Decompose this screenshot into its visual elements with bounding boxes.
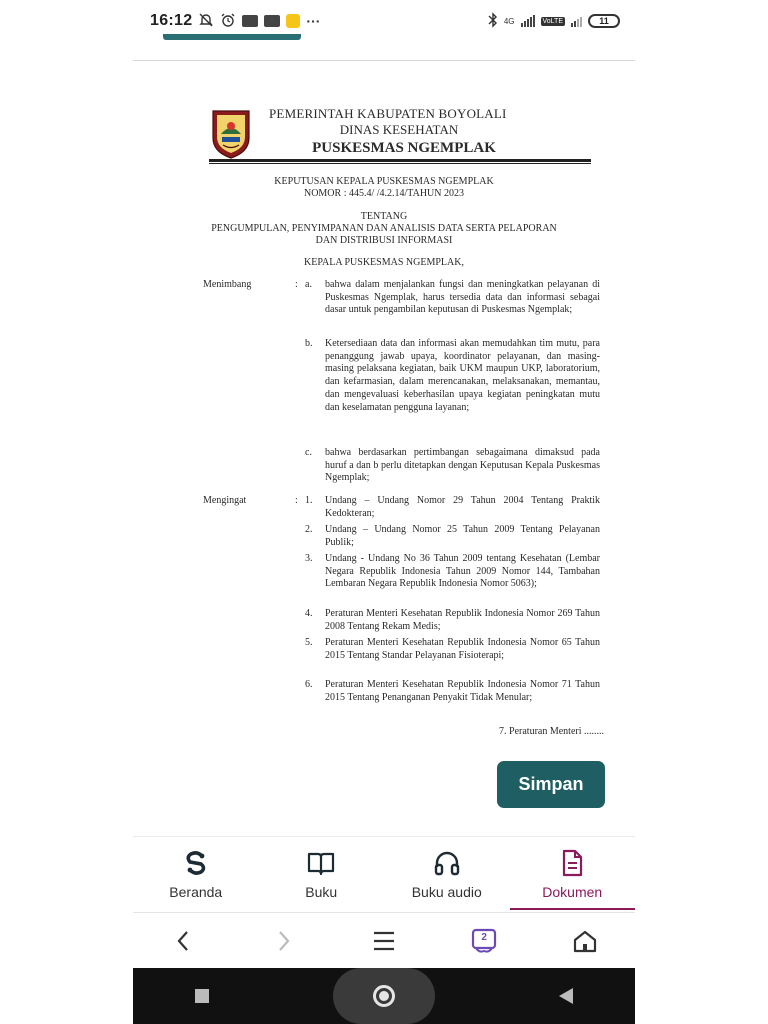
save-button[interactable]: Simpan	[497, 761, 605, 808]
divider	[133, 60, 635, 61]
item-text: Peraturan Menteri Kesehatan Republik Indonesia Nomor 269 Tahun 2008 Tentang Rekam Medis;	[325, 608, 600, 632]
letterhead-puskesmas: PUSKESMAS NGEMPLAK	[312, 140, 496, 156]
volte-icon: VoLTE	[542, 17, 563, 25]
divider	[133, 836, 635, 837]
tab-buku[interactable]	[259, 838, 385, 910]
status-time: 16:12	[150, 12, 193, 29]
item-marker: 2.	[305, 524, 313, 535]
message-icon	[242, 15, 258, 27]
menimbang-label: Menimbang	[203, 279, 252, 290]
progress-strip	[163, 34, 301, 40]
signal-icon	[521, 15, 535, 27]
mengingat-label: Mengingat	[203, 495, 247, 506]
left-margin	[0, 0, 133, 1024]
letterhead-rule-thin	[209, 163, 591, 164]
bottom-tab-bar	[133, 838, 635, 910]
boyolali-seal-logo	[211, 108, 251, 160]
right-margin	[635, 0, 768, 1024]
decree-head: KEPALA PUSKESMAS NGEMPLAK,	[304, 257, 464, 268]
browser-toolbar	[133, 912, 635, 968]
item-text: Ketersediaan data dan informasi akan memudahkan tim mutu, para penanggung jawab upaya, koordinator pelayanan, dan masing-masing pelaksana kegiatan, baik UKM maupun UKP, laboratorium, dan kefarmasian, dalam merencanakan, melaksanakan, memantau, dan mengevaluasi keberhasilan upaya kegiatan peningkatan mutu dan keselamatan pengguna layanan;	[325, 338, 600, 413]
item-text: Undang – Undang Nomor 29 Tahun 2004 Tentang Praktik Kedokteran;	[325, 495, 600, 519]
battery-indicator: 11	[588, 14, 620, 28]
subject-line-1: PENGUMPULAN, PENYIMPANAN DAN ANALISIS DATA SERTA PELAPORAN	[211, 223, 557, 234]
menimbang-colon: :	[295, 279, 298, 290]
system-navigation-bar	[133, 968, 635, 1024]
alarm-icon	[220, 12, 236, 30]
bluetooth-icon	[488, 12, 498, 30]
mute-bell-icon	[198, 12, 214, 30]
letterhead-government: PEMERINTAH KABUPATEN BOYOLALI	[269, 106, 507, 121]
letterhead	[211, 106, 591, 166]
hamburger-menu-icon	[372, 930, 396, 952]
mengingat-section	[203, 495, 603, 725]
subject-line-2: DAN DISTRIBUSI INFORMASI	[315, 235, 453, 246]
scribd-logo-icon	[181, 848, 211, 878]
system-back-button[interactable]	[559, 988, 573, 1004]
tab-dokumen[interactable]	[510, 838, 636, 910]
forward-button[interactable]	[264, 921, 304, 961]
system-home-button[interactable]	[333, 968, 435, 1024]
item-text: bahwa berdasarkan pertimbangan sebagaimana dimaksud pada huruf a dan b perlu ditetapkan dengan Keputusan Kepala Puskesmas Ngemplak;	[325, 447, 600, 484]
more-notifications-icon: ···	[306, 13, 321, 29]
page-continuation: 7. Peraturan Menteri ........	[499, 726, 604, 737]
tab-label: Beranda	[169, 884, 223, 900]
item-text: Peraturan Menteri Kesehatan Republik Indonesia Nomor 71 Tahun 2015 Tentang Penanganan Penyakit Tidak Menular;	[325, 679, 600, 703]
book-icon	[306, 848, 336, 878]
document-page[interactable]	[133, 62, 635, 812]
letterhead-rule	[209, 159, 591, 162]
item-marker: c.	[305, 447, 312, 458]
chevron-left-icon	[175, 929, 191, 953]
menu-button[interactable]	[364, 921, 404, 961]
decree-title: KEPUTUSAN KEPALA PUSKESMAS NGEMPLAK	[274, 176, 494, 187]
network-type-label: 4G	[503, 16, 515, 26]
menimbang-section	[203, 279, 603, 494]
tabs-button[interactable]	[464, 921, 504, 961]
item-marker: a.	[305, 279, 312, 290]
tab-count: 2	[481, 931, 487, 943]
item-text: Peraturan Menteri Kesehatan Republik Indonesia Nomor 65 Tahun 2015 Tentang Standar Pelayanan Fisioterapi;	[325, 637, 600, 661]
tab-beranda[interactable]	[133, 838, 259, 910]
chat-icon	[264, 15, 280, 27]
item-text: Undang – Undang Nomor 25 Tahun 2009 Tentang Pelayanan Publik;	[325, 524, 600, 548]
item-marker: 6.	[305, 679, 313, 690]
home-button[interactable]	[565, 921, 605, 961]
item-marker: b.	[305, 338, 313, 349]
tab-label: Dokumen	[542, 884, 603, 900]
mengingat-colon: :	[295, 495, 298, 506]
headphones-icon	[432, 848, 462, 878]
item-text: bahwa dalam menjalankan fungsi dan meningkatkan pelayanan di Puskesmas Ngemplak, harus tersedia data dan informasi sebagai dasar untuk pengambilan keputusan di Puskesmas Ngemplak;	[325, 279, 600, 316]
tab-buku-audio[interactable]	[384, 838, 510, 910]
status-bar	[150, 6, 620, 36]
chevron-right-icon	[276, 929, 292, 953]
tab-label: Buku audio	[411, 884, 482, 900]
tentang-heading: TENTANG	[360, 211, 408, 222]
notification-app-icon	[286, 14, 300, 28]
item-marker: 3.	[305, 553, 313, 564]
home-icon	[572, 928, 598, 954]
home-circle-icon	[373, 985, 395, 1007]
document-icon	[557, 848, 587, 878]
recents-button[interactable]	[195, 989, 209, 1003]
back-button[interactable]	[163, 921, 203, 961]
decree-number: NOMOR : 445.4/ /4.2.14/TAHUN 2023	[303, 188, 465, 199]
item-marker: 4.	[305, 608, 313, 619]
signal-2-icon	[571, 15, 582, 27]
item-text: Undang - Undang No 36 Tahun 2009 tentang Kesehatan (Lembar Negara Republik Indonesia Tahun 2009 Nomor 144, Tambahan Lembaran Negara Republik Indonesia Nomor 5063);	[325, 553, 600, 590]
tab-label: Buku	[305, 884, 338, 900]
item-marker: 5.	[305, 637, 313, 648]
letterhead-department: DINAS KESEHATAN	[339, 122, 459, 137]
item-marker: 1.	[305, 495, 313, 506]
